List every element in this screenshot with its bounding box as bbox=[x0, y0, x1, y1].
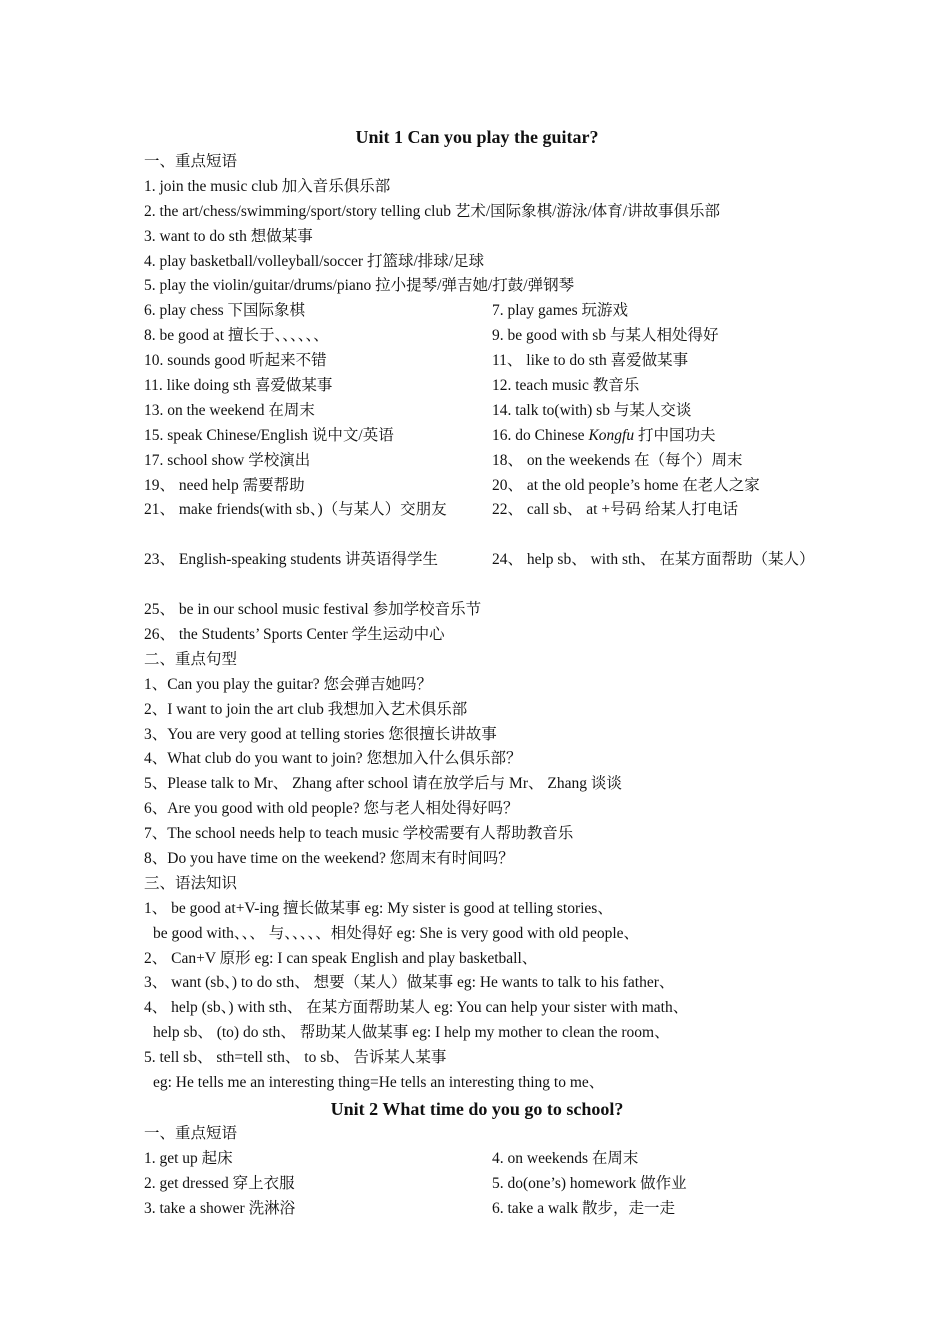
grammar-2: 2、 Can+V 原形 eg: I can speak English and play basketball、 bbox=[144, 949, 538, 967]
phrase-row bbox=[144, 374, 810, 399]
phrase-row bbox=[144, 324, 810, 349]
phrase-16-suffix: 打中国功夫 bbox=[634, 426, 716, 444]
phrase-4: 4. play basketball/volleyball/soccer 打篮球/排球/足球 bbox=[144, 252, 485, 270]
grammar-1b: be good with、、、 与、、、、、相处得好 eg: She is very good with old people、 bbox=[153, 924, 640, 942]
phrase-7: 7. play games 玩游戏 bbox=[492, 302, 629, 320]
phrase-24: 24、 help sb、 with sth、 在某方面帮助（某人） bbox=[492, 551, 815, 569]
document-content bbox=[144, 124, 815, 1221]
phrase-row bbox=[144, 1147, 810, 1172]
phrase-20: 20、 at the old people’s home 在老人之家 bbox=[492, 476, 760, 494]
phrase-1: 1. join the music club 加入音乐俱乐部 bbox=[144, 177, 391, 195]
phrase-row bbox=[144, 349, 810, 374]
grammar-5: 5. tell sb、 sth=tell sth、 to sb、 告诉某人某事 bbox=[144, 1049, 447, 1067]
sentence-1: 1、Can you play the guitar? 您会弹吉她吗？ bbox=[144, 675, 432, 693]
u2-phrase-6: 6. take a walk 散步，走一走 bbox=[492, 1199, 675, 1217]
sentence-4: 4、What club do you want to join? 您想加入什么俱乐部？ bbox=[144, 750, 522, 768]
phrase-16 bbox=[492, 424, 810, 449]
phrase-row bbox=[144, 449, 810, 474]
phrase-13: 13. on the weekend 在周末 bbox=[144, 401, 315, 419]
phrase-row bbox=[144, 424, 810, 449]
phrase-23: 23、 English-speaking students 讲英语得学生 bbox=[144, 551, 439, 569]
sentence-6: 6、Are you good with old people? 您与老人相处得好吗？ bbox=[144, 800, 519, 818]
phrase-22: 22、 call sb、 at +号码 给某人打电话 bbox=[492, 501, 738, 519]
sentence-2: 2、I want to join the art club 我想加入艺术俱乐部 bbox=[144, 700, 468, 718]
phrase-row bbox=[144, 474, 810, 499]
unit2-section-phrases-heading: 一、重点短语 bbox=[144, 1124, 238, 1142]
phrase-25: 25、 be in our school music festival 参加学校音乐节 bbox=[144, 601, 482, 619]
phrase-row bbox=[144, 548, 815, 598]
phrase-12: 12. teach music 教音乐 bbox=[492, 377, 640, 395]
phrase-row bbox=[144, 399, 810, 424]
u2-phrase-3: 3. take a shower 洗淋浴 bbox=[144, 1199, 296, 1217]
phrase-5: 5. play the violin/guitar/drums/piano 拉小提琴/弹吉她/打鼓/弹钢琴 bbox=[144, 277, 575, 295]
grammar-3: 3、 want (sb、) to do sth、 想要（某人）做某事 eg: He wants to talk to his father、 bbox=[144, 974, 675, 992]
phrase-row bbox=[144, 299, 810, 324]
phrase-10: 10. sounds good 听起来不错 bbox=[144, 352, 327, 370]
phrase-row bbox=[144, 1172, 810, 1197]
phrase-6: 6. play chess 下国际象棋 bbox=[144, 302, 306, 320]
unit1-title: Unit 1 Can you play the guitar? bbox=[355, 127, 599, 147]
grammar-4b: help sb、 (to) do sth、 帮助某人做某事 eg: I help my mother to clean the room、 bbox=[153, 1024, 670, 1042]
u2-phrase-1: 1. get up 起床 bbox=[144, 1149, 233, 1167]
sentence-5: 5、Please talk to Mr、 Zhang after school 请在放学后与 Mr、 Zhang 谈谈 bbox=[144, 775, 622, 793]
phrase-16-italic: Kongfu bbox=[588, 426, 635, 444]
phrase-9: 9. be good with sb 与某人相处得好 bbox=[492, 327, 719, 345]
sentence-7: 7、The school needs help to teach music 学校需要有人帮助教音乐 bbox=[144, 825, 574, 843]
phrase-row bbox=[144, 1197, 810, 1222]
sentence-8: 8、Do you have time on the weekend? 您周末有时间吗？ bbox=[144, 849, 514, 867]
unit2-title: Unit 2 What time do you go to school? bbox=[330, 1098, 624, 1119]
phrase-26: 26、 the Students’ Sports Center 学生运动中心 bbox=[144, 625, 445, 643]
u2-phrase-5: 5. do(one’s) homework 做作业 bbox=[492, 1174, 687, 1192]
unit1-section-sentences-heading: 二、重点句型 bbox=[144, 650, 238, 668]
phrase-21: 21、 make friends(with sb、)（与某人）交朋友 bbox=[144, 501, 447, 519]
phrase-14: 14. talk to(with) sb 与某人交谈 bbox=[492, 401, 692, 419]
phrase-3: 3. want to do sth 想做某事 bbox=[144, 227, 313, 245]
phrase-row bbox=[144, 498, 810, 548]
phrase-19: 19、 need help 需要帮助 bbox=[144, 476, 305, 494]
unit1-section-phrases-heading: 一、重点短语 bbox=[144, 153, 238, 170]
phrase-2: 2. the art/chess/swimming/sport/story telling club 艺术/国际象棋/游泳/体育/讲故事俱乐部 bbox=[144, 202, 721, 220]
phrase-8: 8. be good at 擅长于、、、、、、 bbox=[144, 327, 329, 345]
sentence-3: 3、You are very good at telling stories 您很擅长讲故事 bbox=[144, 725, 497, 743]
u2-phrase-2: 2. get dressed 穿上衣服 bbox=[144, 1174, 295, 1192]
phrase-18: 18、 on the weekends 在（每个）周末 bbox=[492, 451, 743, 469]
phrase-17: 17. school show 学校演出 bbox=[144, 451, 311, 469]
phrase-11a: 11、 like to do sth 喜爱做某事 bbox=[492, 352, 689, 370]
grammar-4: 4、 help (sb、) with sth、 在某方面帮助某人 eg: You can help your sister with math、 bbox=[144, 999, 689, 1017]
grammar-5b: eg: He tells me an interesting thing=He tells an interesting thing to me、 bbox=[153, 1073, 605, 1091]
grammar-1: 1、 be good at+V-ing 擅长做某事 eg: My sister is good at telling stories、 bbox=[144, 899, 613, 917]
phrase-16-prefix: 16. do Chinese bbox=[492, 426, 589, 444]
u2-phrase-4: 4. on weekends 在周末 bbox=[492, 1149, 639, 1167]
phrase-11b: 11. like doing sth 喜爱做某事 bbox=[144, 377, 333, 395]
phrase-15: 15. speak Chinese/English 说中文/英语 bbox=[144, 426, 394, 444]
unit1-section-grammar-heading: 三、语法知识 bbox=[144, 874, 238, 892]
